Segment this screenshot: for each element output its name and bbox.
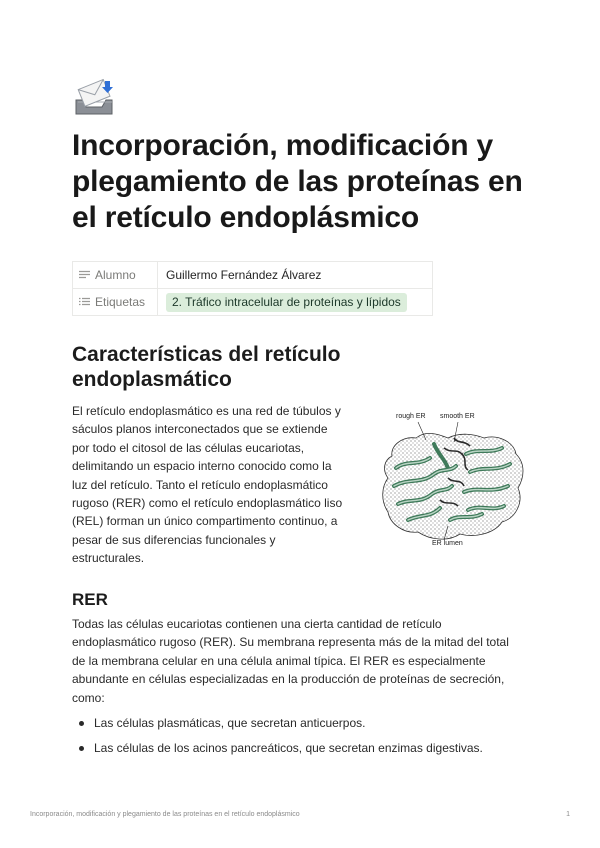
list-lines-icon (79, 295, 90, 309)
list-item: Las células plasmáticas, que secretan anticuerpos. (72, 714, 532, 732)
section-paragraph: Todas las células eucariotas contienen una cierta cantidad de retículo endoplasmático rugoso (RER). Su membrana representa más de la mitad del total de la membrana celular en una célula animal típica. El RER es especialmente abundante en células especializadas en la producción de proteínas de secreción, como: (72, 617, 509, 705)
page-number: 1 (566, 811, 570, 818)
property-row-etiquetas (73, 289, 433, 316)
bullet-list (72, 714, 532, 764)
property-key: Etiquetas (95, 295, 146, 309)
section-heading-caracteristicas: Características del retículo endoplasmático (72, 343, 341, 391)
section-heading-rer: RER (72, 590, 108, 609)
list-item: Las células de los acinos pancreáticos, que secretan enzimas digestivas. (72, 739, 532, 757)
property-row-alumno (73, 262, 433, 289)
incoming-envelope-icon (72, 78, 116, 118)
bullet-dot-icon (79, 721, 84, 726)
properties-table (72, 261, 433, 316)
figure-label-rough-er: rough ER (396, 413, 426, 420)
page-title: Incorporación, modificación y plegamiento de las proteínas en el retículo endoplásmico (72, 129, 523, 234)
figure-label-smooth-er: smooth ER (440, 413, 475, 420)
er-drawing (374, 408, 530, 552)
property-key: Alumno (95, 268, 136, 282)
tag-chip[interactable]: 2. Tráfico intracelular de proteínas y lípidos (166, 293, 407, 312)
footer-title: Incorporación, modificación y plegamiento de las proteínas en el retículo endoplásmico (30, 811, 300, 818)
page-footer (30, 811, 570, 818)
property-value-alumno[interactable]: Guillermo Fernández Álvarez (158, 262, 433, 289)
section-paragraph: El retículo endoplasmático es una red de túbulos y sáculos planos interconectados que se extiende por todo el citosol de las células eucariotas, delimitando un espacio interno conocido como la luz del retículo. Tanto el retículo endoplasmático rugoso (RER) como el retículo endoplasmático liso (REL) forman un único compartimento continuo, a pesar de sus diferencias funcionales y estructurales. (72, 404, 343, 566)
bullet-dot-icon (79, 746, 84, 751)
figure-label-er-lumen: ER lumen (432, 540, 463, 547)
er-illustration (374, 408, 530, 552)
text-lines-icon (79, 268, 90, 282)
